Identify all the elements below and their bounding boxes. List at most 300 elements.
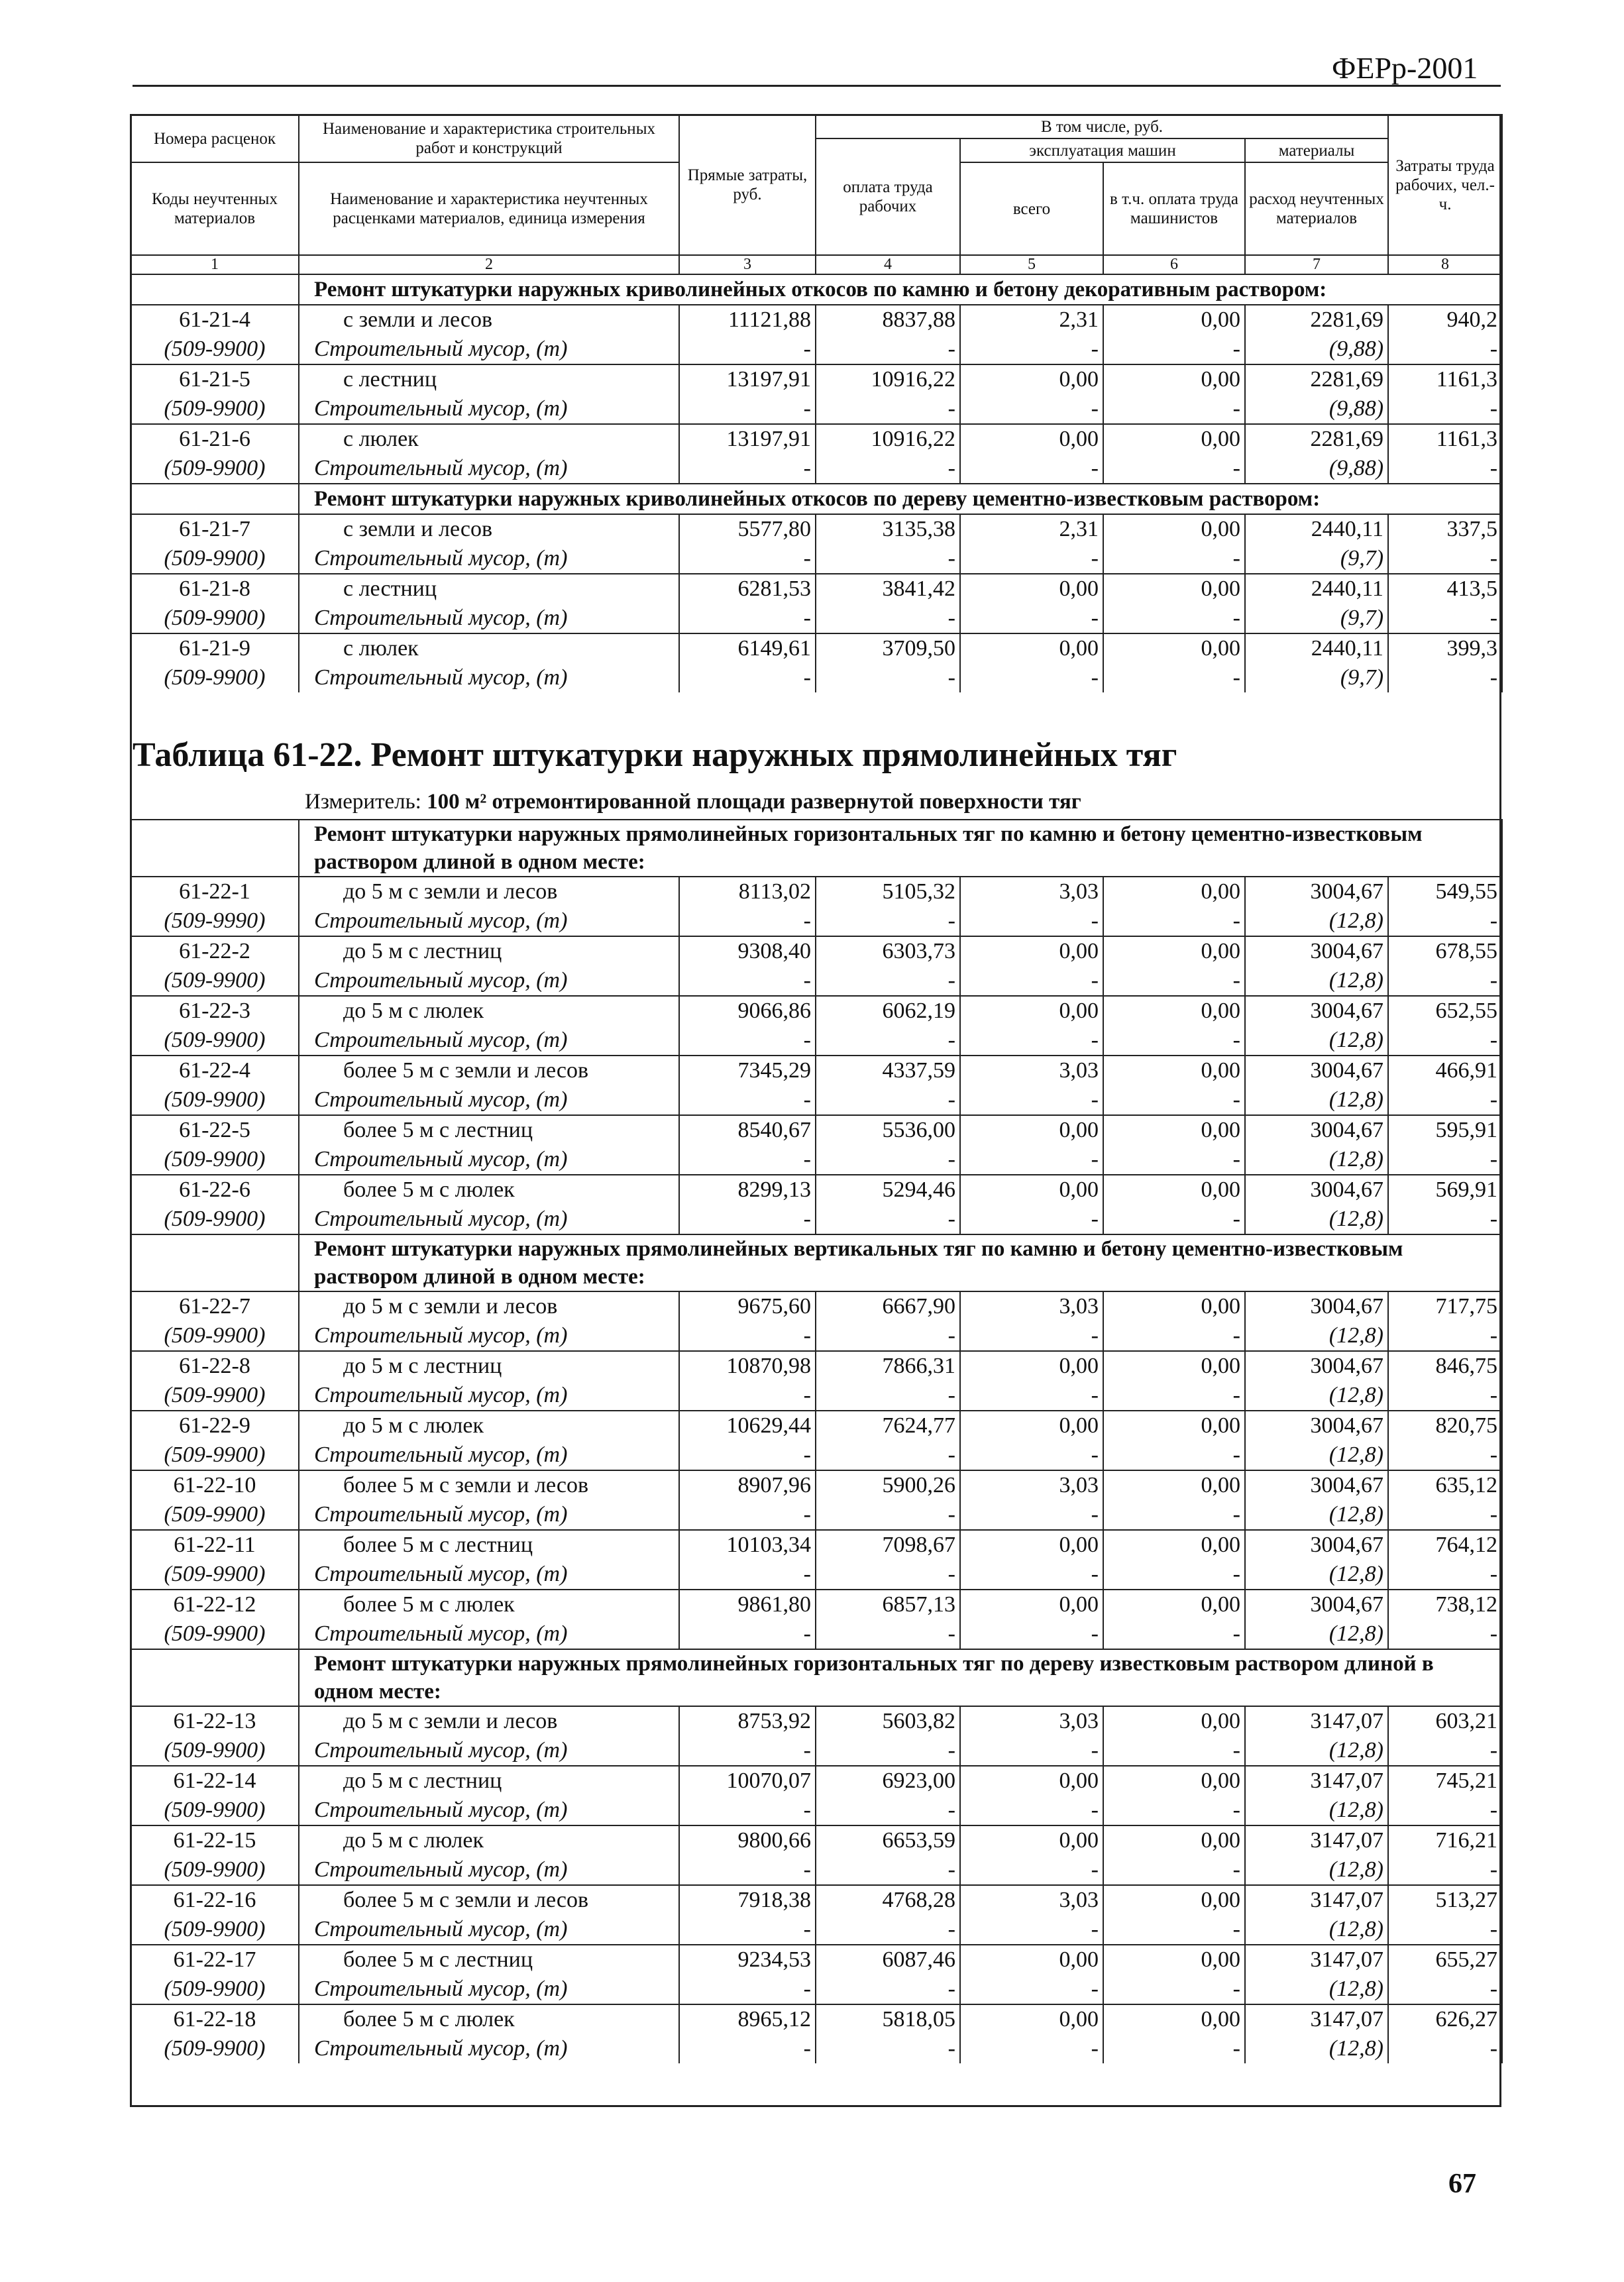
- labor-pay: 6062,19: [816, 996, 960, 1026]
- labor-costs: 626,27: [1388, 2004, 1502, 2034]
- section-title: Ремонт штукатурки наружных прямолинейных вертикальных тяг по камню и бетону цементно-известковым раствором длиной в одном месте:: [299, 1234, 1502, 1291]
- direct-costs: 8965,12: [679, 2004, 816, 2034]
- material-quantity: (9,7): [1245, 663, 1388, 692]
- section-title: Ремонт штукатурки наружных прямолинейных горизонтальных тяг по дереву известковым раствором длиной в одном месте:: [299, 1649, 1502, 1706]
- materials-cost: 2440,11: [1245, 514, 1388, 544]
- labor-pay: 7624,77: [816, 1411, 960, 1440]
- empty-dash: -: [679, 454, 816, 484]
- material-code: (509-9900): [131, 335, 299, 364]
- labor-costs: 635,12: [1388, 1470, 1502, 1500]
- direct-costs: 7918,38: [679, 1885, 816, 1915]
- materials-cost: 2440,11: [1245, 574, 1388, 604]
- material-row: [131, 454, 1502, 484]
- material-quantity: (12,8): [1245, 1085, 1388, 1115]
- empty-dash: -: [1388, 604, 1502, 633]
- labor-pay: 10916,22: [816, 364, 960, 394]
- material-name: Строительный мусор, (т): [299, 1855, 679, 1885]
- material-quantity: (12,8): [1245, 1026, 1388, 1056]
- rate-code: 61-21-9: [131, 633, 299, 663]
- machinists-pay: 0,00: [1103, 1351, 1245, 1381]
- empty-dash: -: [816, 1560, 960, 1590]
- rate-code: 61-22-6: [131, 1175, 299, 1205]
- machinists-pay: 0,00: [1103, 1885, 1245, 1915]
- rate-name: до 5 м с люлек: [299, 1825, 679, 1855]
- rate-code: 61-22-11: [131, 1530, 299, 1560]
- material-row: [131, 1736, 1502, 1766]
- empty-dash: -: [1388, 663, 1502, 692]
- table-row: [131, 305, 1502, 335]
- direct-costs: 9675,60: [679, 1291, 816, 1321]
- empty-dash: -: [1103, 1145, 1245, 1175]
- labor-costs: 466,91: [1388, 1056, 1502, 1085]
- direct-costs: 8907,96: [679, 1470, 816, 1500]
- rate-code: 61-22-17: [131, 1945, 299, 1975]
- header-materials-consumption: расход неучтенных материалов: [1245, 162, 1388, 255]
- material-name: Строительный мусор, (т): [299, 966, 679, 996]
- table-row: [131, 877, 1502, 906]
- machinists-pay: 0,00: [1103, 877, 1245, 906]
- material-quantity: (9,88): [1245, 335, 1388, 364]
- machines-total: 2,31: [960, 514, 1103, 544]
- machines-total: 0,00: [960, 996, 1103, 1026]
- material-quantity: (12,8): [1245, 966, 1388, 996]
- table-row: [131, 1590, 1502, 1619]
- labor-pay: 8837,88: [816, 305, 960, 335]
- empty-dash: -: [1103, 1321, 1245, 1351]
- materials-cost: 3004,67: [1245, 996, 1388, 1026]
- material-name: Строительный мусор, (т): [299, 1560, 679, 1590]
- empty-dash: -: [679, 1796, 816, 1825]
- empty-dash: -: [816, 1321, 960, 1351]
- machinists-pay: 0,00: [1103, 574, 1245, 604]
- empty-dash: -: [816, 1915, 960, 1945]
- material-row: [131, 1321, 1502, 1351]
- labor-pay: 3135,38: [816, 514, 960, 544]
- empty-dash: -: [960, 1205, 1103, 1234]
- empty-dash: -: [960, 1085, 1103, 1115]
- header-machines-total: всего: [960, 162, 1103, 255]
- machinists-pay: 0,00: [1103, 514, 1245, 544]
- empty-dash: -: [679, 1560, 816, 1590]
- material-quantity: (12,8): [1245, 906, 1388, 936]
- empty-dash: -: [1388, 1975, 1502, 2004]
- labor-costs: 820,75: [1388, 1411, 1502, 1440]
- empty-dash: -: [816, 966, 960, 996]
- labor-costs: 846,75: [1388, 1351, 1502, 1381]
- material-row: [131, 1205, 1502, 1234]
- material-quantity: (12,8): [1245, 1915, 1388, 1945]
- material-code: (509-9900): [131, 966, 299, 996]
- labor-pay: 7866,31: [816, 1351, 960, 1381]
- machines-total: 0,00: [960, 1115, 1103, 1145]
- empty-dash: -: [960, 604, 1103, 633]
- empty-dash: -: [960, 1026, 1103, 1056]
- materials-cost: 2281,69: [1245, 305, 1388, 335]
- materials-cost: 3004,67: [1245, 1590, 1388, 1619]
- labor-pay: 5900,26: [816, 1470, 960, 1500]
- header-material-codes: Коды неучтенных материалов: [131, 162, 299, 255]
- empty-dash: -: [816, 394, 960, 424]
- material-code: (509-9900): [131, 1796, 299, 1825]
- empty-dash: -: [960, 394, 1103, 424]
- material-code: (509-9900): [131, 1736, 299, 1766]
- machines-total: 0,00: [960, 1411, 1103, 1440]
- labor-costs: 513,27: [1388, 1885, 1502, 1915]
- material-code: (509-9900): [131, 604, 299, 633]
- labor-pay: 5603,82: [816, 1706, 960, 1736]
- materials-cost: 3147,07: [1245, 1825, 1388, 1855]
- material-row: [131, 1085, 1502, 1115]
- material-code: (509-9900): [131, 1975, 299, 2004]
- machines-total: 0,00: [960, 574, 1103, 604]
- empty-dash: -: [1388, 1321, 1502, 1351]
- machinists-pay: 0,00: [1103, 1291, 1245, 1321]
- labor-costs: 595,91: [1388, 1115, 1502, 1145]
- section-spacer: [131, 274, 299, 305]
- labor-costs: 1161,3: [1388, 364, 1502, 394]
- material-name: Строительный мусор, (т): [299, 1321, 679, 1351]
- header-material-names: Наименование и характеристика неучтенных расценками материалов, единица измерения: [299, 162, 679, 255]
- empty-dash: -: [679, 1381, 816, 1411]
- material-row: [131, 1381, 1502, 1411]
- empty-dash: -: [1103, 906, 1245, 936]
- materials-cost: 3004,67: [1245, 1470, 1388, 1500]
- machines-total: 3,03: [960, 1291, 1103, 1321]
- rate-name: до 5 м с земли и лесов: [299, 1291, 679, 1321]
- table-61-22-title: Таблица 61-22. Ремонт штукатурки наружных прямолинейных тяг: [133, 736, 1177, 774]
- machines-total: 0,00: [960, 364, 1103, 394]
- empty-dash: -: [1388, 1145, 1502, 1175]
- material-name: Строительный мусор, (т): [299, 1026, 679, 1056]
- direct-costs: 10070,07: [679, 1766, 816, 1796]
- material-code: (509-9900): [131, 663, 299, 692]
- empty-dash: -: [1388, 1085, 1502, 1115]
- empty-dash: -: [679, 1205, 816, 1234]
- machinists-pay: 0,00: [1103, 633, 1245, 663]
- direct-costs: 8299,13: [679, 1175, 816, 1205]
- machines-total: 3,03: [960, 1056, 1103, 1085]
- material-code: (509-9900): [131, 1321, 299, 1351]
- table-row: [131, 424, 1502, 454]
- empty-dash: -: [1103, 2034, 1245, 2063]
- materials-cost: 2281,69: [1245, 364, 1388, 394]
- machines-total: 2,31: [960, 305, 1103, 335]
- material-quantity: (12,8): [1245, 1855, 1388, 1885]
- table-row: [131, 1056, 1502, 1085]
- materials-cost: 3147,07: [1245, 1945, 1388, 1975]
- header-machinists-pay: в т.ч. оплата труда машинистов: [1103, 162, 1245, 255]
- column-number: 3: [679, 255, 816, 274]
- empty-dash: -: [679, 544, 816, 574]
- labor-costs: 764,12: [1388, 1530, 1502, 1560]
- empty-dash: -: [816, 1145, 960, 1175]
- material-name: Строительный мусор, (т): [299, 1085, 679, 1115]
- rate-code: 61-22-12: [131, 1590, 299, 1619]
- labor-costs: 652,55: [1388, 996, 1502, 1026]
- labor-pay: 6303,73: [816, 936, 960, 966]
- labor-costs: 745,21: [1388, 1766, 1502, 1796]
- empty-dash: -: [960, 335, 1103, 364]
- machines-total: 3,03: [960, 877, 1103, 906]
- material-name: Строительный мусор, (т): [299, 663, 679, 692]
- labor-costs: 549,55: [1388, 877, 1502, 906]
- labor-pay: 5294,46: [816, 1175, 960, 1205]
- material-name: Строительный мусор, (т): [299, 906, 679, 936]
- material-quantity: (9,7): [1245, 604, 1388, 633]
- empty-dash: -: [1388, 1560, 1502, 1590]
- material-quantity: (12,8): [1245, 1500, 1388, 1530]
- measure-label: Измеритель:: [305, 790, 421, 814]
- empty-dash: -: [679, 1975, 816, 2004]
- empty-dash: -: [1103, 1619, 1245, 1649]
- table-row: [131, 1766, 1502, 1796]
- material-code: (509-9900): [131, 1500, 299, 1530]
- empty-dash: -: [1388, 1205, 1502, 1234]
- rate-name: с лестниц: [299, 574, 679, 604]
- empty-dash: -: [960, 544, 1103, 574]
- material-code: (509-9900): [131, 544, 299, 574]
- empty-dash: -: [960, 1500, 1103, 1530]
- labor-pay: 6857,13: [816, 1590, 960, 1619]
- rate-name: до 5 м с лестниц: [299, 936, 679, 966]
- labor-pay: 3841,42: [816, 574, 960, 604]
- table-row: [131, 1175, 1502, 1205]
- header-in-total: В том числе, руб.: [816, 115, 1388, 138]
- direct-costs: 9066,86: [679, 996, 816, 1026]
- empty-dash: -: [816, 1440, 960, 1470]
- empty-dash: -: [1388, 966, 1502, 996]
- header-labor-pay: оплата труда рабочих: [816, 138, 960, 255]
- machines-total: 0,00: [960, 1351, 1103, 1381]
- rate-name: более 5 м с лестниц: [299, 1530, 679, 1560]
- material-name: Строительный мусор, (т): [299, 1500, 679, 1530]
- material-name: Строительный мусор, (т): [299, 454, 679, 484]
- material-name: Строительный мусор, (т): [299, 1381, 679, 1411]
- rate-name: с люлек: [299, 633, 679, 663]
- empty-dash: -: [679, 1619, 816, 1649]
- table-row: [131, 2004, 1502, 2034]
- section-row: [131, 484, 1502, 514]
- empty-dash: -: [679, 966, 816, 996]
- material-name: Строительный мусор, (т): [299, 394, 679, 424]
- labor-pay: 6087,46: [816, 1945, 960, 1975]
- empty-dash: -: [816, 1619, 960, 1649]
- empty-dash: -: [960, 966, 1103, 996]
- machinists-pay: 0,00: [1103, 1470, 1245, 1500]
- machinists-pay: 0,00: [1103, 996, 1245, 1026]
- material-code: (509-9900): [131, 454, 299, 484]
- labor-costs: 603,21: [1388, 1706, 1502, 1736]
- table-row: [131, 1291, 1502, 1321]
- direct-costs: 10870,98: [679, 1351, 816, 1381]
- labor-costs: 337,5: [1388, 514, 1502, 544]
- material-code: (509-9900): [131, 1145, 299, 1175]
- table-row: [131, 1351, 1502, 1381]
- machinists-pay: 0,00: [1103, 1945, 1245, 1975]
- empty-dash: -: [960, 1736, 1103, 1766]
- header-work-name: Наименование и характеристика строительных работ и конструкций: [299, 115, 679, 162]
- header-direct-costs: Прямые затраты, руб.: [679, 115, 816, 255]
- machinists-pay: 0,00: [1103, 1411, 1245, 1440]
- machinists-pay: 0,00: [1103, 1590, 1245, 1619]
- measure-value: 100 м² отремонтированной площади развернутой поверхности тяг: [427, 790, 1081, 814]
- section-spacer: [131, 484, 299, 514]
- rate-name: до 5 м с лестниц: [299, 1766, 679, 1796]
- header-machines: эксплуатация машин: [960, 138, 1245, 162]
- material-quantity: (12,8): [1245, 1440, 1388, 1470]
- empty-dash: -: [1388, 454, 1502, 484]
- machinists-pay: 0,00: [1103, 1706, 1245, 1736]
- material-quantity: (12,8): [1245, 1975, 1388, 2004]
- table-row: [131, 1706, 1502, 1736]
- section-row: [131, 1234, 1502, 1291]
- material-name: Строительный мусор, (т): [299, 1440, 679, 1470]
- column-number: 7: [1245, 255, 1388, 274]
- rates-table-61-21: [130, 114, 1503, 692]
- direct-costs: 9800,66: [679, 1825, 816, 1855]
- table-row: [131, 574, 1502, 604]
- rate-name: до 5 м с люлек: [299, 996, 679, 1026]
- material-quantity: (12,8): [1245, 1560, 1388, 1590]
- material-name: Строительный мусор, (т): [299, 544, 679, 574]
- labor-pay: 6923,00: [816, 1766, 960, 1796]
- material-row: [131, 604, 1502, 633]
- rate-code: 61-21-4: [131, 305, 299, 335]
- machines-total: 0,00: [960, 1766, 1103, 1796]
- direct-costs: 8540,67: [679, 1115, 816, 1145]
- direct-costs: 9308,40: [679, 936, 816, 966]
- empty-dash: -: [679, 1026, 816, 1056]
- materials-cost: 3004,67: [1245, 1411, 1388, 1440]
- rate-name: до 5 м с люлек: [299, 1411, 679, 1440]
- material-row: [131, 1915, 1502, 1945]
- section-spacer: [131, 1234, 299, 1291]
- empty-dash: -: [960, 1975, 1103, 2004]
- material-name: Строительный мусор, (т): [299, 335, 679, 364]
- empty-dash: -: [679, 1440, 816, 1470]
- rate-code: 61-22-18: [131, 2004, 299, 2034]
- machines-total: 0,00: [960, 1945, 1103, 1975]
- material-code: (509-9900): [131, 1915, 299, 1945]
- rate-name: с земли и лесов: [299, 305, 679, 335]
- direct-costs: 8753,92: [679, 1706, 816, 1736]
- material-quantity: (9,88): [1245, 394, 1388, 424]
- rate-name: более 5 м с земли и лесов: [299, 1470, 679, 1500]
- empty-dash: -: [679, 906, 816, 936]
- empty-dash: -: [1103, 1500, 1245, 1530]
- empty-dash: -: [679, 1855, 816, 1885]
- empty-dash: -: [1388, 1381, 1502, 1411]
- machines-total: 0,00: [960, 1530, 1103, 1560]
- material-name: Строительный мусор, (т): [299, 1145, 679, 1175]
- empty-dash: -: [1103, 1205, 1245, 1234]
- material-row: [131, 1500, 1502, 1530]
- rate-name: с люлек: [299, 424, 679, 454]
- empty-dash: -: [1103, 966, 1245, 996]
- header-materials: материалы: [1245, 138, 1388, 162]
- empty-dash: -: [816, 2034, 960, 2063]
- material-code: (509-9900): [131, 1381, 299, 1411]
- machines-total: 3,03: [960, 1885, 1103, 1915]
- labor-costs: 1161,3: [1388, 424, 1502, 454]
- labor-costs: 569,91: [1388, 1175, 1502, 1205]
- labor-pay: 6667,90: [816, 1291, 960, 1321]
- labor-costs: 717,75: [1388, 1291, 1502, 1321]
- labor-costs: 678,55: [1388, 936, 1502, 966]
- rate-name: более 5 м с земли и лесов: [299, 1885, 679, 1915]
- empty-dash: -: [816, 454, 960, 484]
- material-row: [131, 544, 1502, 574]
- empty-dash: -: [1103, 1975, 1245, 2004]
- empty-dash: -: [960, 454, 1103, 484]
- direct-costs: 13197,91: [679, 364, 816, 394]
- empty-dash: -: [679, 335, 816, 364]
- material-row: [131, 1796, 1502, 1825]
- direct-costs: 11121,88: [679, 305, 816, 335]
- empty-dash: -: [679, 663, 816, 692]
- materials-cost: 3004,67: [1245, 1530, 1388, 1560]
- material-quantity: (12,8): [1245, 1145, 1388, 1175]
- rate-code: 61-22-1: [131, 877, 299, 906]
- table-row: [131, 1825, 1502, 1855]
- material-row: [131, 1619, 1502, 1649]
- empty-dash: -: [960, 1619, 1103, 1649]
- rate-name: более 5 м с земли и лесов: [299, 1056, 679, 1085]
- table-row: [131, 1411, 1502, 1440]
- section-title: Ремонт штукатурки наружных криволинейных откосов по камню и бетону декоративным раствором:: [299, 274, 1502, 305]
- machines-total: 0,00: [960, 633, 1103, 663]
- rate-code: 61-22-2: [131, 936, 299, 966]
- column-number: 2: [299, 255, 679, 274]
- material-quantity: (12,8): [1245, 1619, 1388, 1649]
- labor-costs: 399,3: [1388, 633, 1502, 663]
- rate-name: до 5 м с лестниц: [299, 1351, 679, 1381]
- material-row: [131, 1560, 1502, 1590]
- machinists-pay: 0,00: [1103, 1056, 1245, 1085]
- column-number: 8: [1388, 255, 1502, 274]
- labor-pay: 10916,22: [816, 424, 960, 454]
- header-rule: [133, 85, 1501, 87]
- labor-pay: 3709,50: [816, 633, 960, 663]
- empty-dash: -: [679, 2034, 816, 2063]
- rate-code: 61-22-9: [131, 1411, 299, 1440]
- empty-dash: -: [1103, 394, 1245, 424]
- labor-pay: 5105,32: [816, 877, 960, 906]
- material-row: [131, 2034, 1502, 2063]
- direct-costs: 9861,80: [679, 1590, 816, 1619]
- empty-dash: -: [1103, 1736, 1245, 1766]
- material-name: Строительный мусор, (т): [299, 2034, 679, 2063]
- table-row: [131, 514, 1502, 544]
- page-number: 67: [1448, 2169, 1476, 2199]
- material-name: Строительный мусор, (т): [299, 604, 679, 633]
- rate-name: до 5 м с земли и лесов: [299, 877, 679, 906]
- direct-costs: 6149,61: [679, 633, 816, 663]
- table-row: [131, 1885, 1502, 1915]
- machinists-pay: 0,00: [1103, 1175, 1245, 1205]
- rate-code: 61-22-10: [131, 1470, 299, 1500]
- empty-dash: -: [1103, 663, 1245, 692]
- rate-code: 61-21-7: [131, 514, 299, 544]
- rate-code: 61-22-8: [131, 1351, 299, 1381]
- section-title: Ремонт штукатурки наружных прямолинейных горизонтальных тяг по камню и бетону цементно-известковым раствором длиной в одном месте:: [299, 820, 1502, 877]
- empty-dash: -: [960, 663, 1103, 692]
- table-row: [131, 996, 1502, 1026]
- empty-dash: -: [679, 1500, 816, 1530]
- materials-cost: 3004,67: [1245, 1056, 1388, 1085]
- empty-dash: -: [1103, 1085, 1245, 1115]
- empty-dash: -: [816, 604, 960, 633]
